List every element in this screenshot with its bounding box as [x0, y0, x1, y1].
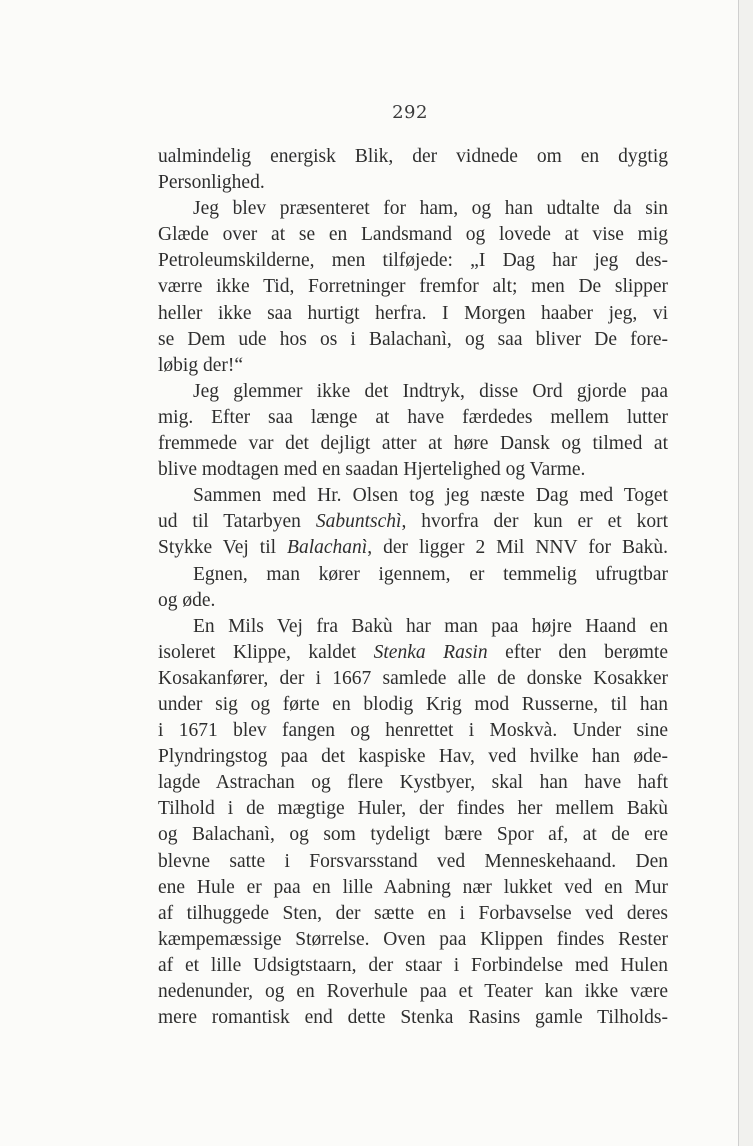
- text-segment: i 1671 blev fangen og henrettet i Moskvà. Under sine: [158, 720, 668, 742]
- text-segment: nedenunder, og en Roverhule paa et Teater kan ikke være: [158, 981, 668, 1002]
- text-line: [158, 301, 668, 327]
- text-segment: ene Hule er paa en lille Aabning nær lukket ved en Mur: [158, 876, 668, 898]
- text-segment: kæmpemæssige Størrelse. Oven paa Klippen findes Rester: [158, 928, 668, 950]
- text-line: [158, 562, 668, 588]
- text-segment: mere romantisk end dette Stenka Rasins gamle Tilholds-: [158, 1007, 668, 1029]
- text-line: [158, 379, 668, 405]
- text-line: [158, 614, 668, 640]
- text-segment: En Mils Vej fra Bakù har man paa højre Haand en: [193, 615, 668, 637]
- text-segment: Petroleumskilderne, men tilføjede: „I Dag har jeg des-: [158, 250, 668, 272]
- text-segment: fremmede var det dejligt atter at høre Dansk og tilmed at: [158, 433, 668, 455]
- text-line: [158, 770, 668, 796]
- text-line: [158, 718, 668, 744]
- text-line: [158, 927, 668, 953]
- text-line: [158, 405, 668, 431]
- text-segment: Plyndringstog paa det kaspiske Hav, ved hvilke han øde-: [158, 746, 668, 768]
- text-segment: se Dem ude hos os i Balachanì, og saa bliver De fore-: [158, 328, 668, 350]
- italic-place-name: Sabuntschì: [315, 511, 402, 533]
- italic-place-name: Stenka Rasin: [373, 641, 488, 663]
- text-line: [158, 640, 668, 666]
- page-number: 292: [392, 102, 428, 123]
- text-segment: Sammen med Hr. Olsen tog jeg næste Dag med Toget: [193, 485, 668, 507]
- text-segment: blevne satte i Forsvarsstand ved Menneskehaand. Den: [158, 850, 668, 872]
- text-segment: og Balachanì, og som tydeligt bære Spor af, at de ere: [158, 824, 668, 846]
- text-segment: Stykke Vej til: [158, 537, 288, 559]
- text-segment: og øde.: [158, 589, 216, 611]
- body-text: [158, 144, 668, 1031]
- text-line: [158, 274, 668, 300]
- text-segment: isoleret Klippe, kaldet: [158, 641, 374, 663]
- text-segment: løbig der!“: [158, 354, 244, 376]
- text-line: [158, 353, 668, 379]
- text-segment: Personlighed.: [158, 172, 265, 194]
- text-segment: , hvorfra der kun er et kort: [401, 511, 669, 533]
- text-segment: af et lille Udsigtstaarn, der staar i Forbindelse med Hulen: [158, 954, 668, 976]
- text-line: [158, 588, 668, 614]
- text-line: [158, 796, 668, 822]
- text-segment: under sig og førte en blodig Krig mod Russerne, til han: [158, 693, 668, 715]
- text-line: [158, 509, 668, 535]
- text-line: [158, 901, 668, 927]
- text-segment: heller ikke saa hurtigt herfra. I Morgen haaber jeg, vi: [158, 302, 668, 324]
- text-segment: blive modtagen med en saadan Hjertelighed og Varme.: [158, 459, 586, 481]
- text-line: [158, 327, 668, 353]
- page-edge: [739, 0, 753, 1146]
- text-segment: ud til Tatarbyen: [158, 511, 316, 533]
- text-line: [158, 431, 668, 457]
- text-segment: ualmindelig energisk Blik, der vidnede om en dygtig: [158, 146, 668, 167]
- text-line: [158, 535, 668, 561]
- text-segment: efter den berømte: [487, 641, 668, 663]
- text-line: [158, 979, 668, 1005]
- text-line: [158, 1005, 668, 1031]
- text-line: [158, 457, 668, 483]
- text-segment: Egnen, man kører igennem, er temmelig ufrugtbar: [193, 563, 668, 585]
- text-segment: af tilhuggede Sten, der sætte en i Forbavselse ved deres: [158, 902, 668, 924]
- text-segment: Jeg glemmer ikke det Indtryk, disse Ord gjorde paa: [193, 380, 668, 402]
- text-line: [158, 953, 668, 979]
- text-segment: mig. Efter saa længe at have færdedes mellem lutter: [158, 406, 668, 428]
- text-line: [158, 822, 668, 848]
- text-line: [158, 875, 668, 901]
- text-line: [158, 222, 668, 248]
- text-segment: værre ikke Tid, Forretninger fremfor alt; men De slipper: [158, 276, 668, 298]
- italic-place-name: Balachanì: [287, 537, 368, 559]
- text-line: [158, 196, 668, 222]
- text-line: [158, 666, 668, 692]
- text-line: [158, 744, 668, 770]
- text-segment: Kosakanfører, der i 1667 samlede alle de donske Kosakker: [158, 667, 668, 689]
- text-line: [158, 170, 668, 196]
- text-segment: , der ligger 2 Mil NNV for Bakù.: [367, 537, 668, 559]
- text-line: [158, 144, 668, 170]
- text-line: [158, 849, 668, 875]
- text-line: [158, 248, 668, 274]
- text-segment: Glæde over at se en Landsmand og lovede at vise mig: [158, 224, 668, 246]
- text-line: [158, 692, 668, 718]
- text-segment: Jeg blev præsenteret for ham, og han udtalte da sin: [193, 198, 668, 220]
- text-line: [158, 483, 668, 509]
- text-segment: lagde Astrachan og flere Kystbyer, skal han have haft: [158, 772, 668, 794]
- text-segment: Tilhold i de mægtige Huler, der findes her mellem Bakù: [158, 798, 668, 820]
